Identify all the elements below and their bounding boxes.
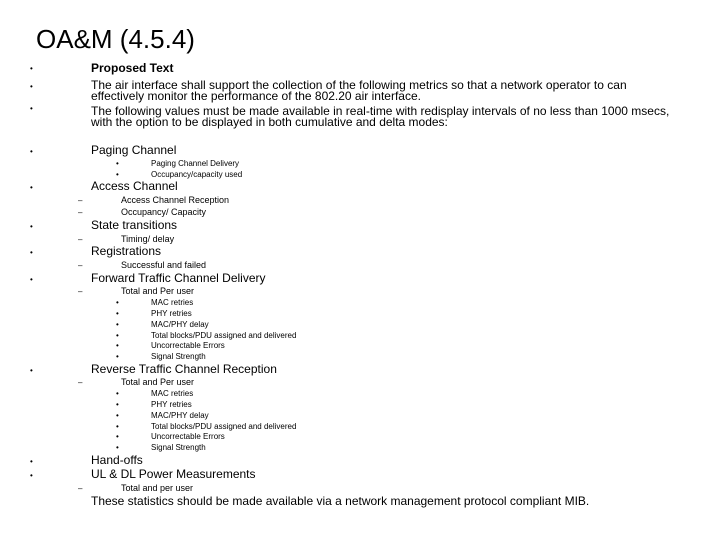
section-access-channel: Access Channel [91, 179, 178, 193]
bullet: • [30, 471, 33, 480]
bullet: • [30, 457, 33, 466]
bullet: • [30, 366, 33, 375]
list-item: PHY retries [151, 309, 192, 318]
list-item: Total blocks/PDU assigned and delivered [151, 422, 297, 431]
section-ul-dl-power: UL & DL Power Measurements [91, 467, 256, 481]
list-item: Total and Per user [121, 286, 195, 296]
bullet: • [30, 275, 33, 284]
bullet: • [30, 147, 33, 156]
section-registrations: Registrations [91, 244, 162, 258]
list-item: Paging Channel Delivery [151, 159, 240, 168]
bullet: • [116, 170, 119, 179]
bullet: • [30, 222, 33, 231]
list-item: MAC retries [151, 389, 194, 398]
list-item: Total and per user [121, 483, 194, 493]
list-item: MAC/PHY delay [151, 411, 209, 420]
footer-statement: These statistics should be made available via a network management protocol compliant MIB. [91, 494, 590, 508]
dash: – [78, 196, 83, 205]
list-item: Uncorrectable Errors [151, 432, 225, 441]
bullet: • [116, 331, 119, 340]
bullet: • [116, 341, 119, 350]
section-forward-traffic: Forward Traffic Channel Delivery [91, 271, 266, 285]
bullet: • [30, 248, 33, 257]
list-item: MAC retries [151, 298, 194, 307]
section-state-transitions: State transitions [91, 218, 178, 232]
page-title: OA&M (4.5.4) [36, 24, 195, 54]
list-item: Uncorrectable Errors [151, 341, 225, 350]
dash: – [78, 261, 83, 270]
section-paging-channel: Paging Channel [91, 143, 177, 157]
list-item: Occupancy/capacity used [151, 170, 243, 179]
bullet: • [116, 320, 119, 329]
list-item: MAC/PHY delay [151, 320, 209, 329]
bullet: • [116, 352, 119, 361]
bullet: • [116, 443, 119, 452]
values-line: The following values must be made available in real-time with redisplay intervals of no less than 1000 msecs, [91, 104, 670, 118]
bullet: • [116, 389, 119, 398]
list-item: Occupancy/ Capacity [121, 207, 207, 217]
dash: – [78, 378, 83, 387]
bullet: • [30, 104, 33, 113]
bullet: • [116, 432, 119, 441]
intro-line: effectively monitor the performance of the 802.20 air interface. [91, 89, 421, 103]
bullet: • [30, 64, 33, 73]
list-item: Signal Strength [151, 443, 206, 452]
dash: – [78, 484, 83, 493]
section-reverse-traffic: Reverse Traffic Channel Reception [91, 362, 277, 376]
dash: – [78, 235, 83, 244]
list-item: Successful and failed [121, 260, 207, 270]
bullet: • [116, 422, 119, 431]
values-line: with the option to be displayed in both cumulative and delta modes: [91, 115, 448, 129]
list-item: Total blocks/PDU assigned and delivered [151, 331, 297, 340]
list-item: PHY retries [151, 400, 192, 409]
list-item: Signal Strength [151, 352, 206, 361]
dash: – [78, 208, 83, 217]
intro-line: The air interface shall support the collection of the following metrics so that a network operator to can [91, 78, 627, 92]
list-item: Timing/ delay [121, 234, 175, 244]
list-item: Access Channel Reception [121, 195, 230, 205]
list-item: Total and Per user [121, 377, 195, 387]
bullet: • [30, 183, 33, 192]
bullet: • [116, 309, 119, 318]
dash: – [78, 287, 83, 296]
bullet: • [30, 82, 33, 91]
heading-proposed-text: Proposed Text [91, 61, 174, 75]
section-hand-offs: Hand-offs [91, 453, 143, 467]
bullet: • [116, 411, 119, 420]
bullet: • [116, 400, 119, 409]
bullet: • [116, 159, 119, 168]
bullet: • [116, 298, 119, 307]
